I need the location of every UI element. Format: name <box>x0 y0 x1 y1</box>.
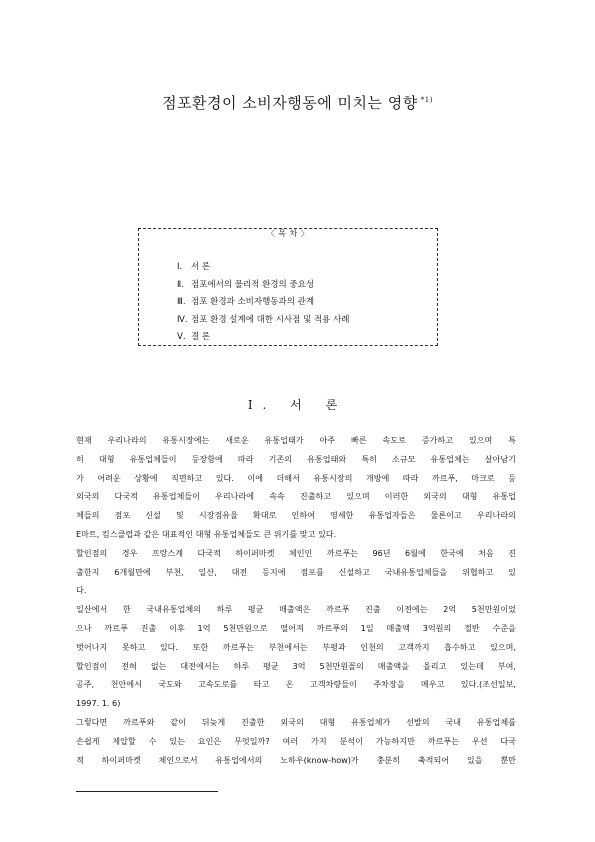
toc-item-text: 점포 환경과 소비자행동과의 관계 <box>191 297 315 307</box>
paragraph-line: 현재 우리나라의 유통시장에는 새로운 유통업태가 아주 빠른 속도로 증가하고 있으며 특 <box>76 435 516 445</box>
toc-item <box>177 259 350 277</box>
paragraph-line: 히 대형 유통업체들이 등장함에 따라 기존의 유통업태와 특히 소규모 유통업체는 살아남기 <box>76 453 516 464</box>
toc-item <box>177 329 350 347</box>
table-of-contents <box>138 228 438 346</box>
toc-item-number: Ⅴ. <box>177 332 186 342</box>
paragraph-line: 적 하이퍼마켓 체인으로서 유통업에서의 노하우(know-how)가 충분히 축적되어 있을 뿐만 <box>76 754 516 765</box>
paragraph-line: 일산에서 한 국내유통업체의 하루 평균 매출액은 까르푸 진출 이전에는 2억 5천만원이었 <box>76 604 516 615</box>
toc-list <box>177 259 350 347</box>
paragraph-line: 벗어나지 못하고 있다. 또한 까르푸는 부천에서는 부평과 인천의 고객까지 흡수하고 있으며, <box>76 641 516 652</box>
body-text <box>76 431 516 769</box>
paragraph-line: 손쉽게 제압할 수 있는 요인은 무엇일까? 여러 가지 분석이 가능하지만 까르푸는 우선 다국 <box>76 735 516 746</box>
paragraph-line: 할인점의 경우 프랑스계 다국적 하이퍼마켓 체인인 까르푸는 96년 6월에 한국에 처음 진 <box>76 547 516 558</box>
toc-item-number: Ⅳ. <box>177 314 188 325</box>
toc-heading: 〈 목 차 〉 <box>261 229 316 238</box>
title-text: 점포환경이 소비자행동에 미치는 영향 <box>162 94 418 112</box>
paragraph-line: 공주, 천안에서 국도와 고속도로를 타고 온 고객차량들이 주차장을 메우고 있다.(조선일보, <box>76 679 516 690</box>
toc-item-text: 결 론 <box>191 332 211 342</box>
paragraph-line: E마트, 킴스클럽과 같은 대표적인 대형 유통업체들도 큰 위기를 맞고 있다. <box>76 528 337 539</box>
footnote-separator <box>76 791 218 792</box>
toc-item-number: Ⅰ. <box>177 262 183 272</box>
toc-item-text: 서 론 <box>191 262 211 272</box>
paragraph-line: 그렇다면 까르푸와 같이 뒤늦게 진출한 외국의 대형 유통업체가 선발의 국내 유통업체를 <box>76 716 516 727</box>
paragraph-line: 외국의 다국적 유통업체들이 우리나라에 속속 진출하고 있으며 이러한 외국의 대형 유통업 <box>76 491 516 502</box>
toc-item <box>177 294 350 312</box>
toc-item-text: 점포에서의 물리적 환경의 중요성 <box>191 279 315 290</box>
toc-item-text: 점포 환경 설계에 대한 시사점 및 적용 사례 <box>191 314 350 325</box>
section-heading: Ⅰ. 서 론 <box>247 398 348 412</box>
paragraph-line: 1997. 1. 6) <box>76 698 121 709</box>
toc-item <box>177 312 350 330</box>
document-title <box>0 92 595 113</box>
paragraph-line: 가 어려운 상황에 직면하고 있다. 이에 더해서 유통시장의 개방에 따라 까르푸, 마크로 등 <box>76 472 516 483</box>
paragraph-line: 으나 까르푸 진출 이후 1억 5천만원으로 떨어져 까르푸의 1일 매출액 3억원의 절반 수준을 <box>76 622 516 633</box>
title-footnote-mark: *1) <box>420 96 433 104</box>
toc-heading-wrap <box>139 221 437 240</box>
paragraph-line: 체들의 점포 신설 및 시장점유율 확대로 인하여 영세한 유통업자들은 물론이고 우리나라의 <box>76 510 516 521</box>
paragraph-line: 할인점이 전혀 없는 대전에서는 하루 평균 3억 5천만원꼴의 매출액을 올리고 있는데 부여, <box>76 660 516 671</box>
paragraph-line: 출한지 6개월만에 부천, 일산, 대전 등지에 점포를 신설하고 국내유통업체들을 위협하고 있 <box>76 566 516 577</box>
toc-item-number: Ⅱ. <box>177 279 184 290</box>
paragraph-line: 다. <box>76 585 87 596</box>
toc-item-number: Ⅲ. <box>177 297 186 307</box>
toc-item <box>177 277 350 295</box>
